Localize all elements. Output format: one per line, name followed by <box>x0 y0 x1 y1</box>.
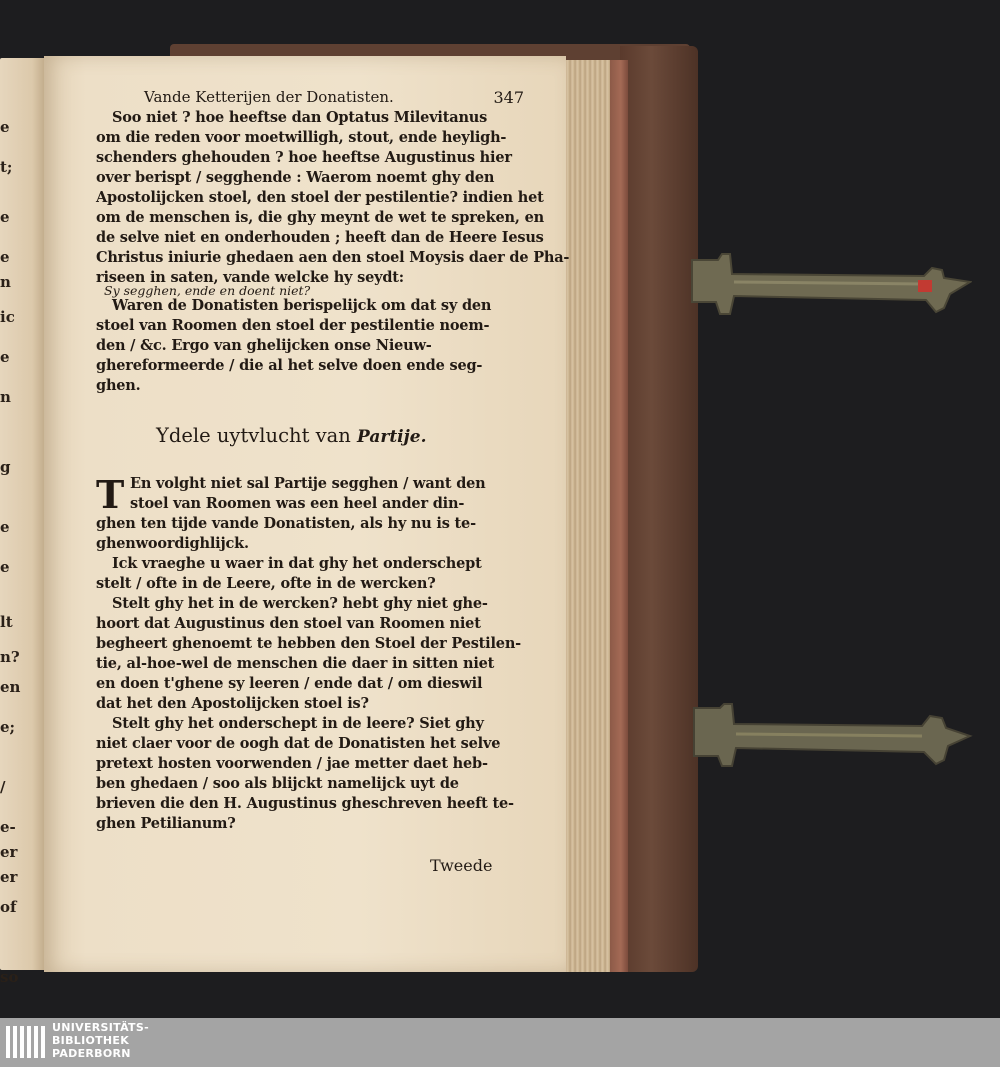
left-page-fragment: g <box>0 458 11 476</box>
para3-line: stoel van Roomen was een heel ander din- <box>130 495 465 512</box>
para1-line: de selve niet en onderhouden ; heeft dan de Heere Iesus <box>96 229 544 246</box>
left-page-fragment: en <box>0 678 21 696</box>
para1-line: schenders ghehouden ? hoe heeftse Augustinus hier <box>96 149 512 166</box>
para3-line: brieven die den H. Augustinus gheschreven heeft te- <box>96 795 514 812</box>
para1-line: Soo niet ? hoe heeftse dan Optatus Milevitanus <box>112 109 488 126</box>
library-name-line3: PADERBORN <box>52 1047 131 1060</box>
left-page-fragment: lt <box>0 613 13 631</box>
left-page-fragment: n <box>0 273 11 291</box>
lower-clasp <box>690 702 974 770</box>
para2-line: den / &c. Ergo van ghelijcken onse Nieuw- <box>96 337 432 354</box>
fore-edge <box>610 60 628 972</box>
para3-line: ghen Petilianum? <box>96 815 236 832</box>
para3-line: Stelt ghy het onderschept in de leere? Siet ghy <box>112 715 484 732</box>
para2-line: stoel van Roomen den stoel der pestilentie noem- <box>96 317 490 334</box>
drop-cap: T <box>96 472 125 517</box>
para3-line: begheert ghenoemt te hebben den Stoel der Pestilen- <box>96 635 521 652</box>
para3-line: ghen ten tijde vande Donatisten, als hy nu is te- <box>96 515 476 532</box>
left-page-fragment: of <box>0 898 17 916</box>
para3-line: stelt / ofte in de Leere, ofte in de wercken? <box>96 575 436 592</box>
para3-line: niet claer voor de oogh dat de Donatisten het selve <box>96 735 501 752</box>
heading-roman: Ydele uytvlucht van <box>156 424 358 447</box>
paragraph-2 <box>96 296 496 396</box>
para3-line: hoort dat Augustinus den stoel van Roomen niet <box>96 615 481 632</box>
scripture-quote: Sy segghen, ende en doent niet? <box>104 283 311 298</box>
para1-line: om die reden voor moetwilligh, stout, ende heyligh- <box>96 129 507 146</box>
left-page-fragment: ic <box>0 308 15 326</box>
running-header <box>144 88 524 106</box>
left-page-fragment: e <box>0 248 10 266</box>
page-number: 347 <box>493 88 524 107</box>
para3-line: En volght niet sal Partije segghen / want den <box>130 475 486 492</box>
library-name-line1: UNIVERSITÄTS- <box>52 1021 149 1034</box>
catchword: Tweede <box>430 856 493 875</box>
page-edges <box>560 60 628 972</box>
left-page-fragment: e <box>0 348 10 366</box>
para3-line: Ick vraeghe u waer in dat ghy het onderschept <box>112 555 482 572</box>
para3-line: Stelt ghy het in de wercken? hebt ghy niet ghe- <box>112 595 488 612</box>
left-page-fragment: e <box>0 118 10 136</box>
para3-line: tie, al-hoe-wel de menschen die daer in sitten niet <box>96 655 495 672</box>
para3-line: ghenwoordighlijck. <box>96 535 249 552</box>
left-page-fragment: e <box>0 518 10 536</box>
para2-line: ghen. <box>96 377 141 394</box>
para1-line: over berispt / segghende : Waerom noemt ghy den <box>96 169 495 186</box>
para1-line: riseen in saten, vande welcke hy seydt: <box>96 269 404 286</box>
left-page-edge <box>0 58 46 986</box>
book-cover-back <box>620 46 698 972</box>
left-page-fragment: e; <box>0 718 16 736</box>
para3-line: dat het den Apostolijcken stoel is? <box>96 695 369 712</box>
section-heading <box>156 424 427 447</box>
para2-line: Waren de Donatisten berispelijck om dat sy den <box>112 297 492 314</box>
left-page-fragment: n? <box>0 648 20 666</box>
para1-line: Christus iniurie ghedaen aen den stoel Moysis daer de Pha- <box>96 249 570 266</box>
left-page-fragment: n <box>0 388 11 406</box>
heading-italic: Partije. <box>357 427 427 447</box>
paragraph-3 <box>96 474 521 834</box>
left-page-fragment: e- <box>0 818 16 836</box>
para3-line: en doen t'ghene sy leeren / ende dat / om dieswil <box>96 675 483 692</box>
left-page-fragment: er <box>0 843 18 861</box>
para3-line: ben ghedaen / soo als blijckt namelijck uyt de <box>96 775 459 792</box>
running-title: Vande Ketterijen der Donatisten. <box>144 88 394 106</box>
left-page-fragment: er <box>0 868 18 886</box>
left-page-fragment: e <box>0 558 10 576</box>
paragraph-1 <box>96 108 570 288</box>
library-logo-icon <box>6 1022 46 1062</box>
library-name <box>52 1021 149 1060</box>
library-name-line2: BIBLIOTHEK <box>52 1034 130 1047</box>
left-page-fragment: so <box>0 968 19 986</box>
para1-line: Apostolijcken stoel, den stoel der pestilentie? indien het <box>96 189 544 206</box>
upper-clasp <box>688 250 972 318</box>
para1-line: om de menschen is, die ghy meynt de wet te spreken, en <box>96 209 544 226</box>
para3-line: pretext hosten voorwenden / jae metter daet heb- <box>96 755 488 772</box>
para2-line: ghereformeerde / die al het selve doen ende seg- <box>96 357 483 374</box>
book-page <box>44 56 570 972</box>
left-page-fragment: e <box>0 208 10 226</box>
library-footer <box>0 1018 1000 1067</box>
left-page-fragment: t; <box>0 158 13 176</box>
left-page-fragment: / <box>0 778 6 796</box>
